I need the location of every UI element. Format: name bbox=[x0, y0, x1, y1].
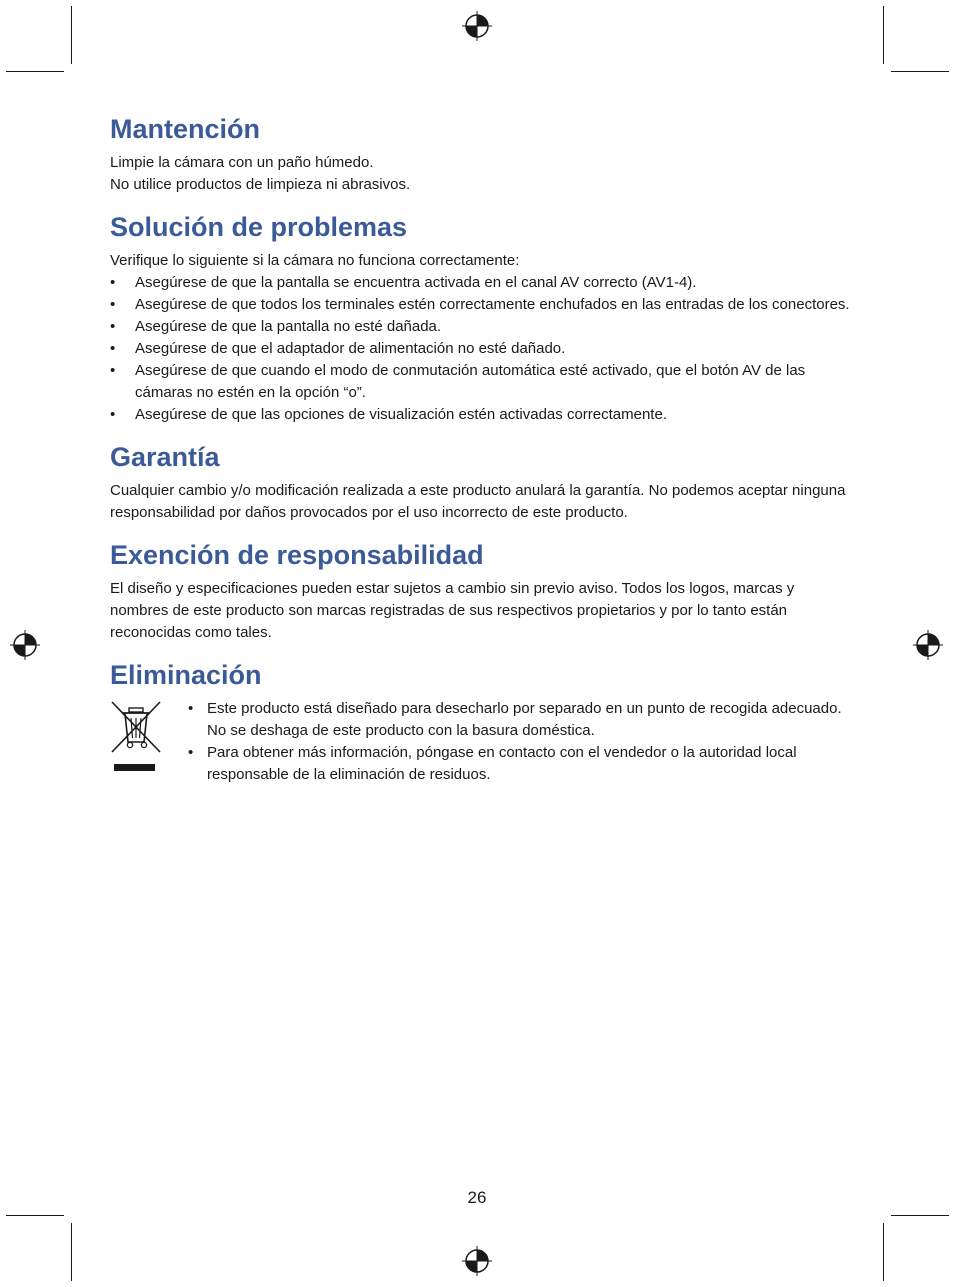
crop-mark bbox=[71, 1223, 72, 1281]
section-title: Mantención bbox=[110, 114, 261, 144]
crop-mark bbox=[6, 71, 64, 72]
document-page bbox=[110, 112, 850, 800]
troubleshooting-section bbox=[110, 210, 850, 426]
disposal-content bbox=[110, 698, 850, 786]
paragraph: El diseño y especificaciones pueden estar sujetos a cambio sin previo aviso. Todos los logos, marcas y nombres de este producto son marcas registradas de sus respectivos propietarios y por lo tanto están reconocidas como tales. bbox=[110, 580, 795, 641]
registration-mark-icon bbox=[912, 629, 944, 661]
paragraph-line: Limpie la cámara con un paño húmedo. bbox=[110, 154, 374, 171]
checklist bbox=[110, 272, 850, 426]
list-item: • Asegúrese de que las opciones de visualización estén activadas correctamente. bbox=[110, 404, 850, 426]
section-title: Solución de problemas bbox=[110, 212, 408, 242]
section-title: Eliminación bbox=[110, 660, 262, 690]
list-item: • Asegúrese de que todos los terminales estén correctamente enchufados en las entradas de los conectores. bbox=[110, 294, 850, 316]
disposal-section bbox=[110, 658, 850, 786]
list-item: • Asegúrese de que cuando el modo de conmutación automática esté activado, que el botón AV de las cámaras no estén en la opción “o”. bbox=[110, 360, 850, 404]
list-item: • Asegúrese de que la pantalla no esté dañada. bbox=[110, 316, 850, 338]
crop-mark bbox=[6, 1215, 64, 1216]
registration-mark-icon bbox=[9, 629, 41, 661]
section-title: Garantía bbox=[110, 442, 220, 472]
intro-text: Verifique lo siguiente si la cámara no funciona correctamente: bbox=[110, 252, 520, 269]
paragraph-line: No utilice productos de limpieza ni abrasivos. bbox=[110, 176, 411, 193]
disposal-list bbox=[188, 698, 850, 786]
paragraph: Cualquier cambio y/o modificación realizada a este producto anulará la garantía. No podemos aceptar ninguna responsabilidad por daños provocados por el uso incorrecto de este producto. bbox=[110, 482, 846, 521]
list-item: • Asegúrese de que el adaptador de alimentación no esté dañado. bbox=[110, 338, 850, 360]
crop-mark bbox=[883, 1223, 884, 1281]
list-item: • Este producto está diseñado para desecharlo por separado en un punto de recogida adecuado. No se deshaga de este producto con la basura doméstica. bbox=[188, 698, 850, 742]
maintenance-section bbox=[110, 112, 850, 196]
page-number: 26 bbox=[467, 1188, 487, 1207]
crop-mark bbox=[71, 6, 72, 64]
warranty-section bbox=[110, 440, 850, 524]
list-item: • Para obtener más información, póngase en contacto con el vendedor o la autoridad local responsable de la eliminación de residuos. bbox=[188, 742, 850, 786]
registration-mark-icon bbox=[461, 1245, 493, 1277]
crop-mark bbox=[883, 6, 884, 64]
section-title: Exención de responsabilidad bbox=[110, 540, 484, 570]
registration-mark-icon bbox=[461, 10, 493, 42]
crop-mark bbox=[891, 1215, 949, 1216]
weee-crossed-bin-icon bbox=[110, 698, 188, 781]
crop-mark bbox=[891, 71, 949, 72]
list-item: • Asegúrese de que la pantalla se encuentra activada en el canal AV correcto (AV1-4). bbox=[110, 272, 850, 294]
disclaimer-section bbox=[110, 538, 850, 644]
